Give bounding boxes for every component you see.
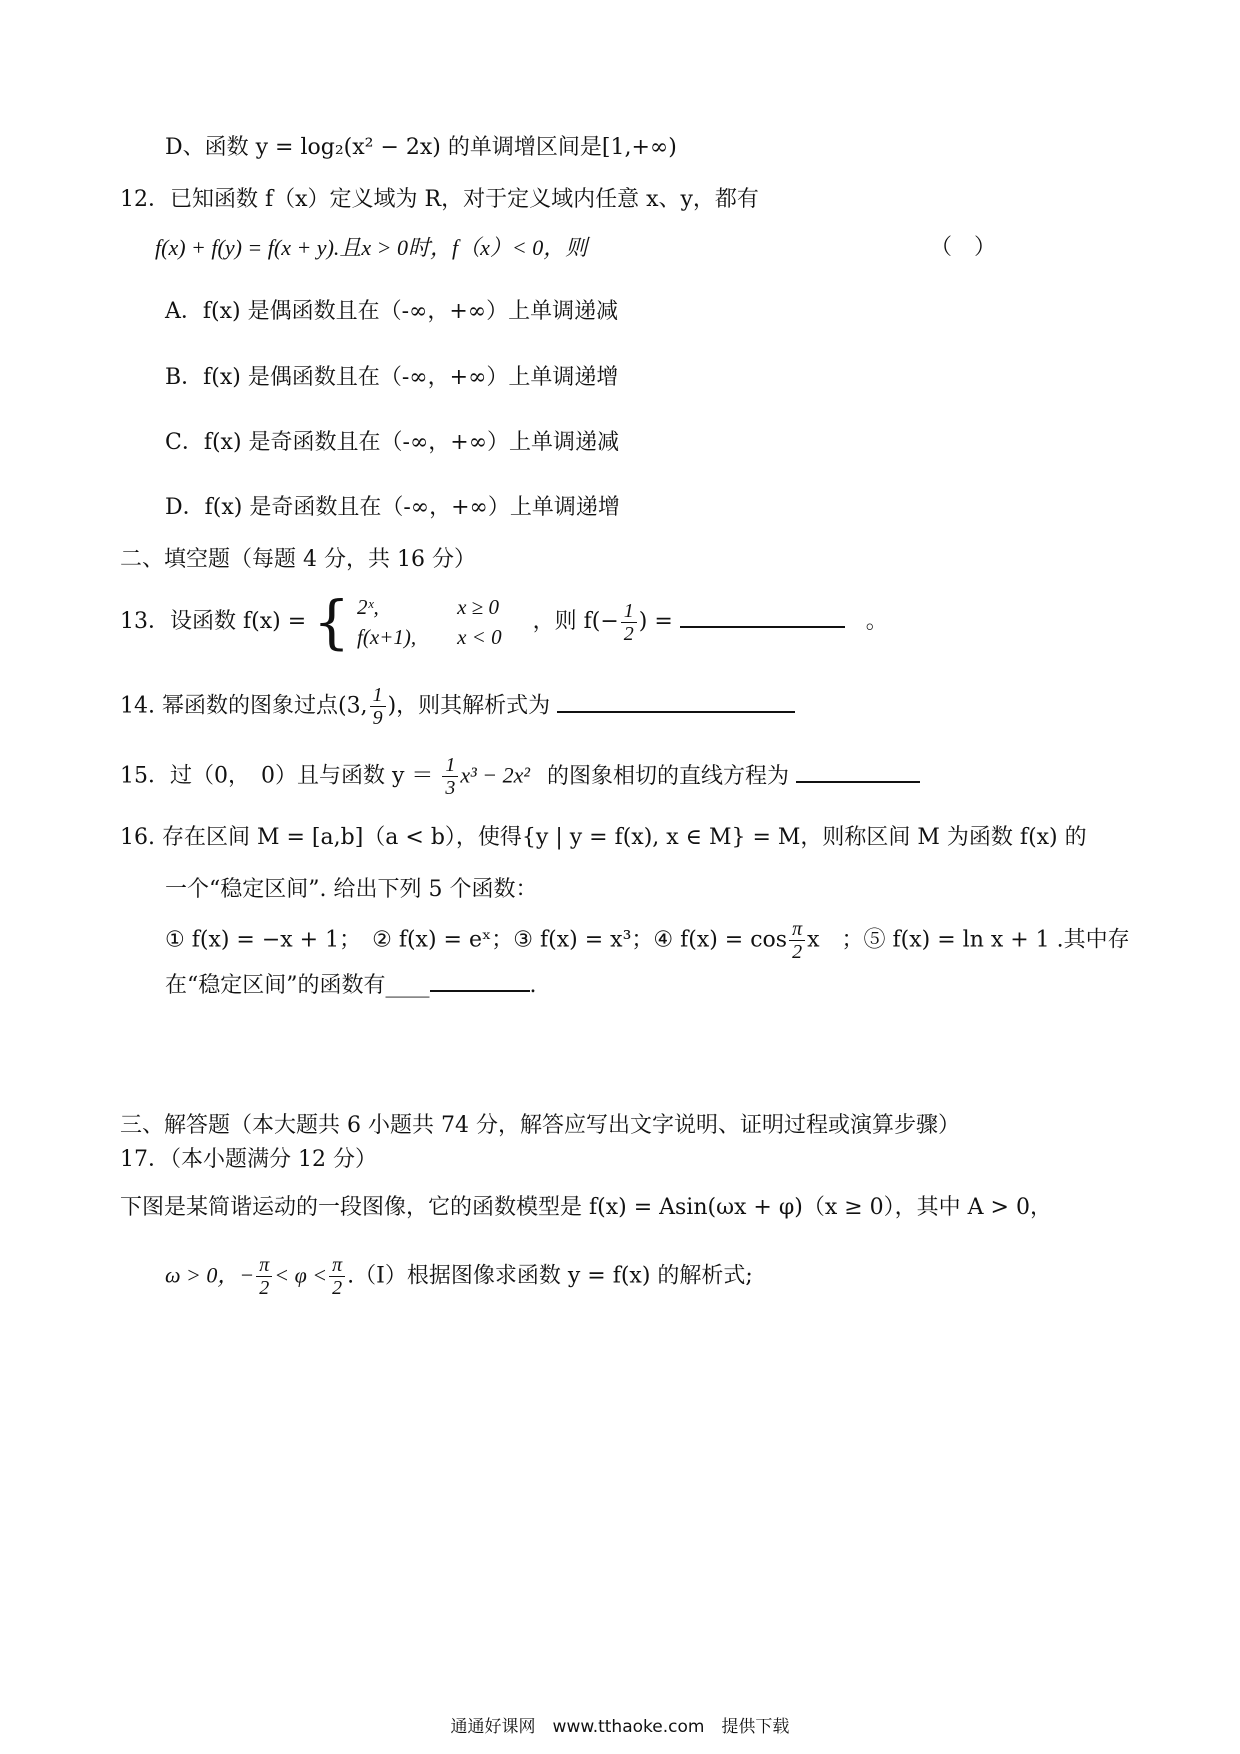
q14-line [120,684,795,729]
q14-prefix: 14. 幂函数的图象过点(3, [120,693,368,719]
q17-line1: 下图是某简谐运动的一段图像，它的函数模型是 f(x) = Asin(ωx + φ)（x ≥ 0），其中 A > 0， [120,1195,1052,1220]
q13-piece-conds [457,592,502,652]
q15-suffix: 的图象相切的直线方程为 [546,763,789,789]
q11-option-d: D、函数 y = log₂(x² − 2x) 的单调增区间是[1,+∞) [165,135,677,160]
q12-stem-line2: f(x) + f(y) = f(x + y).且x > 0时，f（x）< 0，则 [155,235,588,260]
q16-frac-den: 2 [792,941,803,963]
q15-answer-blank [796,777,920,783]
q13-end: 。 [865,609,888,634]
q17-line2 [165,1254,753,1299]
q16-frac-num: π [789,918,805,941]
q13-case1-cond: x ≥ 0 [457,595,499,619]
q13-case1-expr: 2ˣ, [357,595,379,619]
q17-frac1-den: 2 [259,1277,270,1299]
q13-middle: ，则 f(− [532,609,619,634]
q17-frac1 [256,1254,272,1299]
q13-answer-blank [680,622,845,628]
q17-header: 17．（本小题满分 12 分） [120,1147,377,1172]
q16-line1: 16. 存在区间 M = [a,b]（a < b），使得{y | y = f(x), x ∈ M} = M，则称区间 M 为函数 f(x) 的 [120,825,1087,850]
q16-line4 [165,970,537,1002]
q17-frac2-num: π [329,1254,345,1277]
q15-frac-den: 3 [445,777,456,799]
q17-frac2 [329,1254,345,1299]
q13-frac-den: 2 [623,622,634,645]
q15-expr: x³ − 2x² [460,762,530,788]
q15-frac-num: 1 [442,754,458,777]
q12-option-d: D．f(x) 是奇函数且在（-∞，+∞）上单调递增 [165,495,620,520]
q12-option-a: A．f(x) 是偶函数且在（-∞，+∞）上单调递减 [165,299,619,324]
q12-option-b: B．f(x) 是偶函数且在（-∞，+∞）上单调递增 [165,365,619,390]
q13-line [120,588,888,656]
q16-line2: 一个“稳定区间”. 给出下列 5 个函数： [165,877,538,902]
q13-frac-num: 1 [621,600,637,623]
q16-line3-a: ① f(x) = −x + 1； ② f(x) = eˣ；③ f(x) = x³；④ f(x) = cos [165,927,788,953]
section3-title: 三、解答题（本大题共 6 小题共 74 分，解答应写出文字说明、证明过程或演算步骤） [120,1113,960,1138]
section2-title: 二、填空题（每题 4 分，共 16 分） [120,547,476,572]
page-footer: 通通好课网 www.tthaoke.com 提供下载 [450,1717,790,1737]
q17-line2-c: .（Ⅰ）根据图像求函数 y = f(x) 的解析式; [347,1263,753,1289]
q14-frac-num: 1 [370,684,386,707]
q14-fraction [370,684,386,729]
q17-line2-a: ω > 0，− [165,1262,255,1288]
q13-after: ) = [638,609,673,634]
q13-case2-cond: x < 0 [457,625,502,649]
q16-line3 [165,918,1130,963]
q15-prefix: 15．过（0， 0）且与函数 y ＝ [120,763,434,789]
q15-fraction [442,754,458,799]
q14-answer-blank [557,707,795,713]
q17-line2-b: < φ < [274,1262,328,1288]
q13-brace: { [313,588,351,656]
q14-frac-den: 9 [372,707,383,729]
q16-line4-text: 在“稳定区间”的函数有____ [165,973,430,998]
q16-line4-end: . [529,973,537,998]
q17-frac1-num: π [256,1254,272,1277]
q14-suffix: )，则其解析式为 [387,693,551,719]
q13-case2-expr: f(x+1), [357,625,417,649]
q12-option-c: C．f(x) 是奇函数且在（-∞，+∞）上单调递减 [165,430,620,455]
q17-frac2-den: 2 [332,1277,343,1299]
q12-answer-paren: （ ） [930,235,997,260]
q12-stem-line1: 12．已知函数 f（x）定义域为 R，对于定义域内任意 x、y，都有 [120,187,759,212]
q13-piece-exprs [357,592,416,652]
q16-line3-b: x ；⑤ f(x) = ln x + 1 .其中存 [807,927,1130,953]
q16-answer-blank [430,986,530,992]
q13-fraction [621,600,637,645]
q15-line [120,754,920,799]
q16-fraction [789,918,805,963]
q13-prefix: 13．设函数 f(x) = [120,609,307,634]
